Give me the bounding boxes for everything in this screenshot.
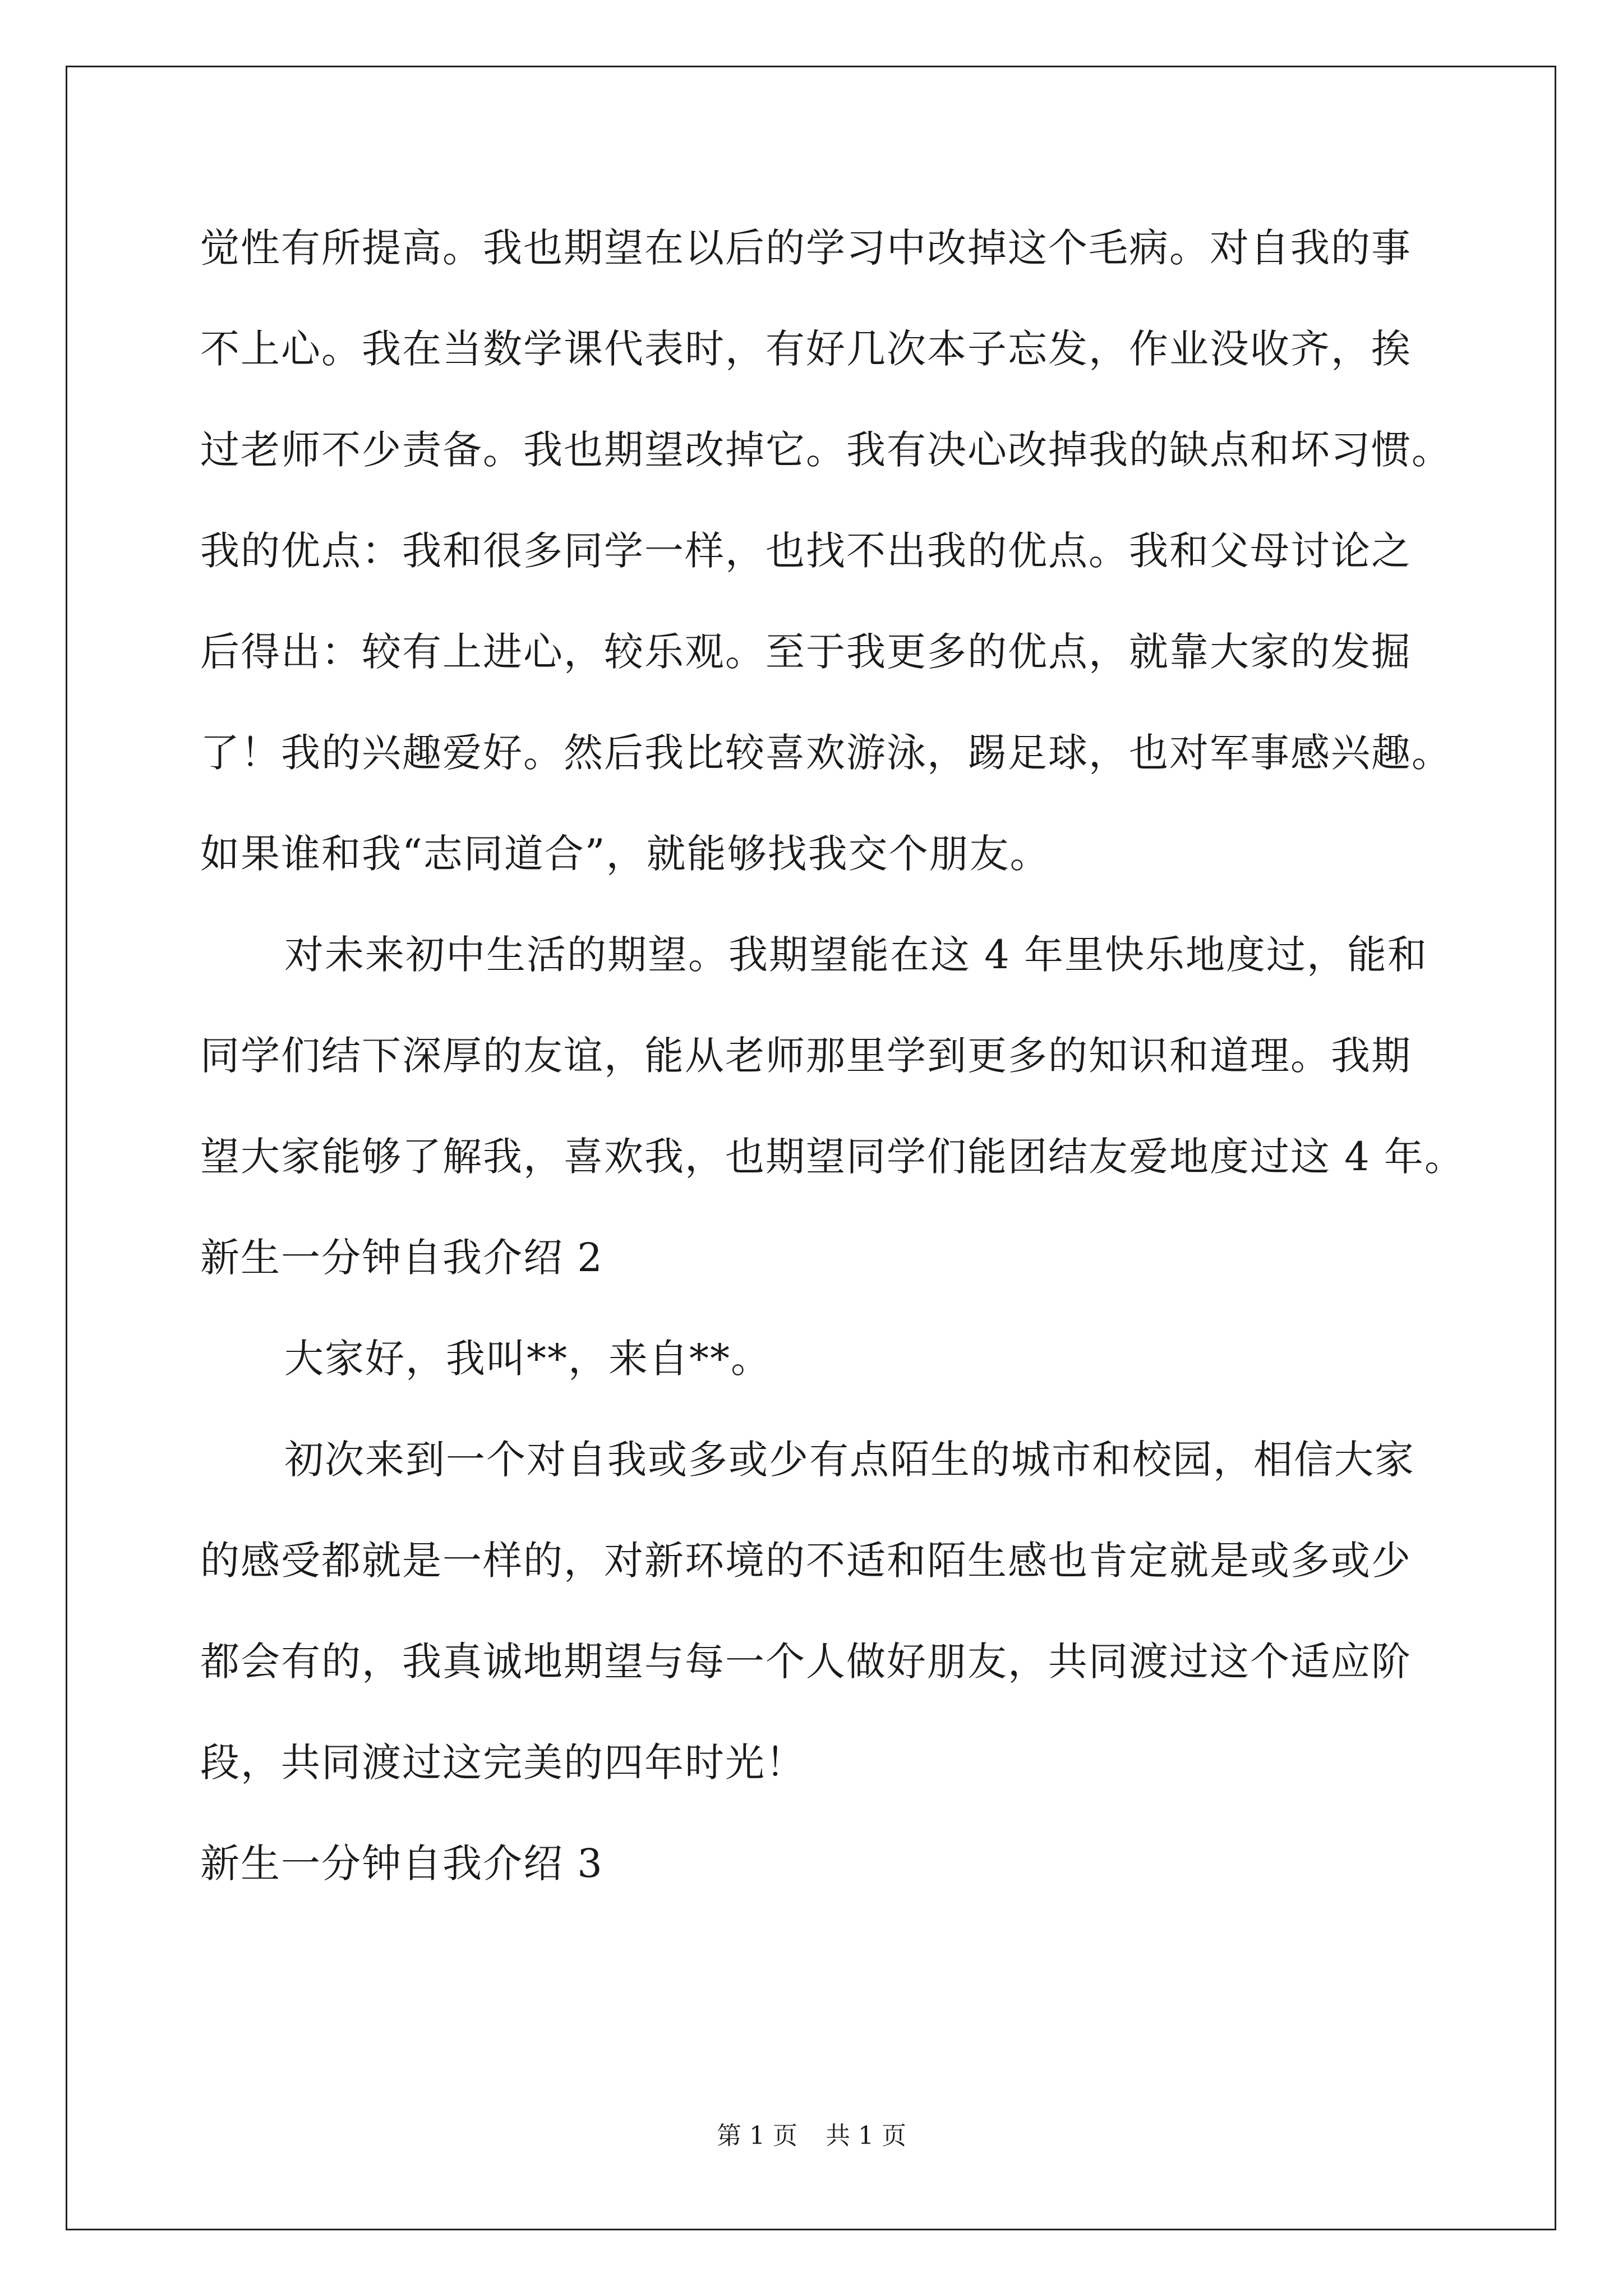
text-line: 如果谁和我“志同道合”，就能够找我交个朋友。 — [200, 831, 1050, 877]
text-line: 段，共同渡过这完美的四年时光！ — [200, 1740, 806, 1786]
text-line: 不上心。我在当数学课代表时，有好几次本子忘发，作业没收齐，挨 — [200, 326, 1412, 372]
text-line: 我的优点：我和很多同学一样，也找不出我的优点。我和父母讨论之 — [200, 528, 1412, 574]
paragraph-start-line: 初次来到一个对自我或多或少有点陌生的城市和校园，相信大家 — [284, 1437, 1415, 1483]
text-line: 望大家能够了解我，喜欢我，也期望同学们能团结友爱地度过这 4 年。 — [200, 1134, 1465, 1180]
text-line: 同学们结下深厚的友谊，能从老师那里学到更多的知识和道理。我期 — [200, 1033, 1412, 1079]
page-total: 共 1 页 — [826, 2122, 906, 2150]
text-line: 了！我的兴趣爱好。然后我比较喜欢游泳，踢足球，也对军事感兴趣。 — [200, 730, 1452, 776]
paragraph-start-line: 大家好，我叫**，来自**。 — [284, 1336, 771, 1382]
text-line: 觉性有所提高。我也期望在以后的学习中改掉这个毛病。对自我的事 — [200, 225, 1412, 271]
text-line: 的感受都就是一样的，对新环境的不适和陌生感也肯定就是或多或少 — [200, 1538, 1412, 1584]
page-footer — [0, 2119, 1623, 2153]
paragraph-start-line: 对未来初中生活的期望。我期望能在这 4 年里快乐地度过，能和 — [284, 932, 1428, 978]
page-number: 第 1 页 — [717, 2122, 797, 2150]
text-line: 过老师不少责备。我也期望改掉它。我有决心改掉我的缺点和坏习惯。 — [200, 427, 1452, 473]
section-heading: 新生一分钟自我介绍 3 — [200, 1841, 603, 1887]
text-line: 都会有的，我真诚地期望与每一个人做好朋友，共同渡过这个适应阶 — [200, 1639, 1412, 1685]
section-heading: 新生一分钟自我介绍 2 — [200, 1235, 603, 1281]
text-line: 后得出：较有上进心，较乐观。至于我更多的优点，就靠大家的发掘 — [200, 629, 1412, 675]
